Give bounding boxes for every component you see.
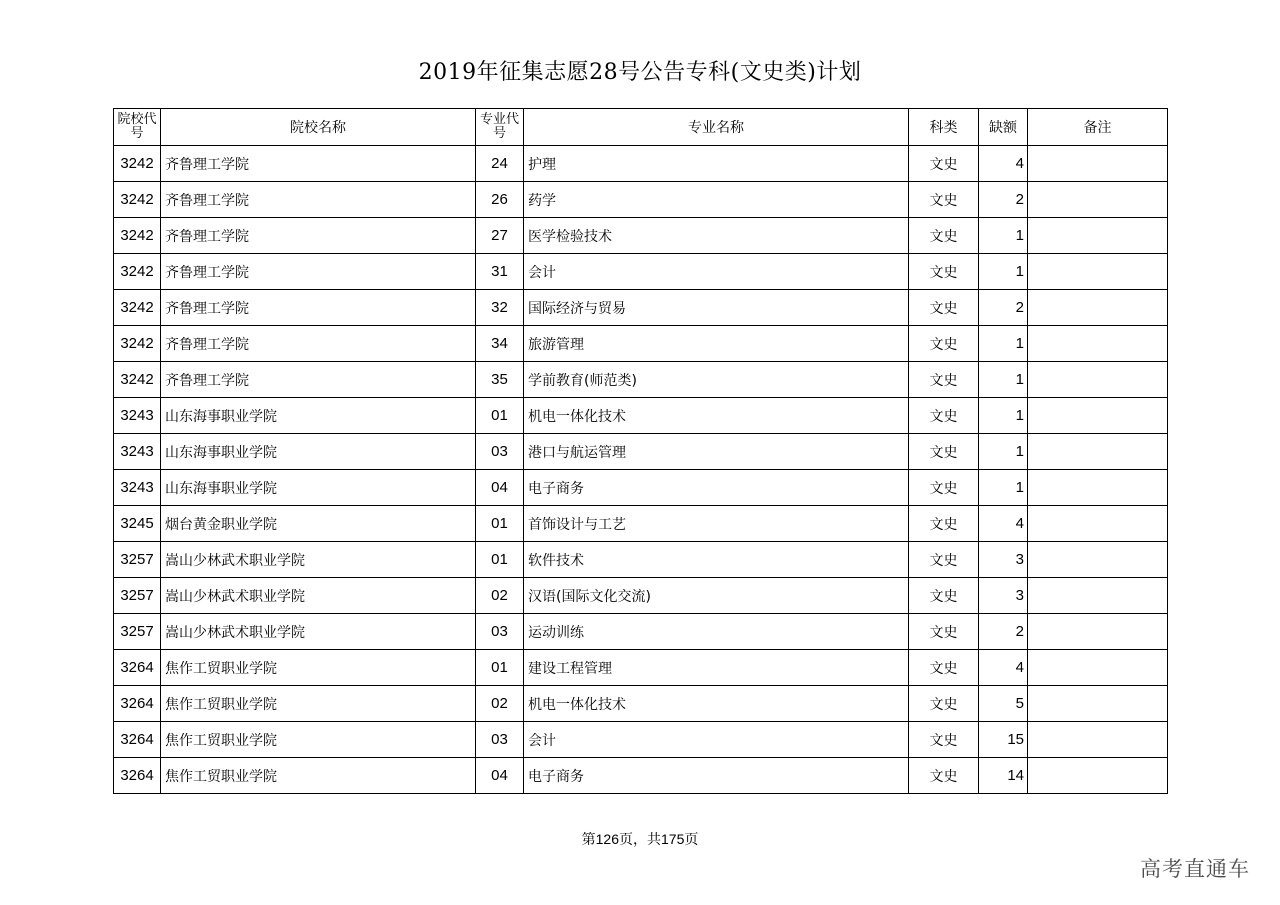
cell-note [1028,470,1168,506]
cell-school-name: 山东海事职业学院 [161,434,476,470]
cell-note [1028,542,1168,578]
cell-major-name: 药学 [524,182,909,218]
cell-note [1028,362,1168,398]
table-row [114,470,1168,506]
cell-school-name: 焦作工贸职业学院 [161,722,476,758]
cell-school-name: 嵩山少林武术职业学院 [161,578,476,614]
cell-school-name: 山东海事职业学院 [161,470,476,506]
table-row [114,722,1168,758]
cell-major-code: 31 [476,254,524,290]
cell-quota: 3 [979,542,1028,578]
cell-major-name: 学前教育(师范类) [524,362,909,398]
cell-major-code: 04 [476,758,524,794]
cell-quota: 1 [979,218,1028,254]
cell-major-code: 03 [476,434,524,470]
table-row [114,614,1168,650]
cell-school-code: 3242 [114,218,161,254]
cell-major-code: 01 [476,506,524,542]
cell-note [1028,578,1168,614]
table-row [114,434,1168,470]
cell-school-code: 3264 [114,758,161,794]
cell-category: 文史 [909,290,979,326]
cell-category: 文史 [909,650,979,686]
cell-school-name: 烟台黄金职业学院 [161,506,476,542]
cell-note [1028,326,1168,362]
cell-school-code: 3243 [114,470,161,506]
cell-category: 文史 [909,758,979,794]
cell-category: 文史 [909,686,979,722]
cell-major-name: 医学检验技术 [524,218,909,254]
cell-major-code: 01 [476,542,524,578]
cell-major-code: 35 [476,362,524,398]
page-footer [0,829,1280,849]
cell-major-code: 01 [476,650,524,686]
cell-major-name: 建设工程管理 [524,650,909,686]
header-school-name: 院校名称 [161,109,476,146]
cell-quota: 2 [979,182,1028,218]
cell-school-code: 3242 [114,254,161,290]
cell-category: 文史 [909,254,979,290]
cell-quota: 4 [979,506,1028,542]
cell-school-code: 3242 [114,326,161,362]
header-note: 备注 [1028,109,1168,146]
cell-note [1028,758,1168,794]
cell-note [1028,254,1168,290]
cell-school-code: 3257 [114,578,161,614]
header-category: 科类 [909,109,979,146]
cell-quota: 2 [979,290,1028,326]
cell-major-name: 会计 [524,254,909,290]
table-row [114,506,1168,542]
cell-school-code: 3242 [114,182,161,218]
cell-note [1028,506,1168,542]
cell-major-code: 34 [476,326,524,362]
cell-major-name: 港口与航运管理 [524,434,909,470]
cell-category: 文史 [909,146,979,182]
cell-note [1028,398,1168,434]
footer-mid: 页，共 [619,832,661,848]
header-school-code: 院校代号 [114,109,161,146]
cell-school-code: 3243 [114,434,161,470]
page-title: 2019年征集志愿28号公告专科(文史类)计划 [418,60,862,85]
cell-major-name: 国际经济与贸易 [524,290,909,326]
header-major-code: 专业代号 [476,109,524,146]
cell-quota: 1 [979,254,1028,290]
cell-major-name: 机电一体化技术 [524,686,909,722]
footer-suffix: 页 [684,832,699,848]
cell-school-name: 齐鲁理工学院 [161,182,476,218]
cell-category: 文史 [909,614,979,650]
cell-school-name: 焦作工贸职业学院 [161,650,476,686]
cell-note [1028,614,1168,650]
cell-major-name: 机电一体化技术 [524,398,909,434]
table-row [114,326,1168,362]
cell-major-code: 04 [476,470,524,506]
cell-major-name: 首饰设计与工艺 [524,506,909,542]
cell-school-code: 3264 [114,650,161,686]
cell-school-name: 山东海事职业学院 [161,398,476,434]
cell-category: 文史 [909,218,979,254]
cell-category: 文史 [909,722,979,758]
cell-category: 文史 [909,506,979,542]
cell-quota: 4 [979,650,1028,686]
table-row [114,578,1168,614]
cell-school-name: 焦作工贸职业学院 [161,686,476,722]
cell-major-code: 01 [476,398,524,434]
cell-category: 文史 [909,434,979,470]
cell-school-code: 3264 [114,722,161,758]
cell-school-name: 齐鲁理工学院 [161,326,476,362]
cell-quota: 1 [979,326,1028,362]
cell-major-code: 02 [476,686,524,722]
cell-quota: 1 [979,362,1028,398]
cell-school-code: 3257 [114,542,161,578]
cell-quota: 14 [979,758,1028,794]
cell-major-name: 护理 [524,146,909,182]
cell-school-code: 3257 [114,614,161,650]
cell-school-name: 齐鲁理工学院 [161,254,476,290]
cell-note [1028,290,1168,326]
cell-major-name: 电子商务 [524,470,909,506]
cell-note [1028,146,1168,182]
cell-school-name: 齐鲁理工学院 [161,218,476,254]
cell-major-name: 电子商务 [524,758,909,794]
cell-major-name: 运动训练 [524,614,909,650]
footer-page-number: 126 [595,831,619,847]
cell-school-code: 3242 [114,290,161,326]
cell-major-code: 02 [476,578,524,614]
cell-quota: 4 [979,146,1028,182]
table-row [114,182,1168,218]
cell-quota: 2 [979,614,1028,650]
table-row [114,146,1168,182]
cell-school-code: 3245 [114,506,161,542]
cell-category: 文史 [909,470,979,506]
cell-note [1028,218,1168,254]
cell-major-name: 旅游管理 [524,326,909,362]
cell-note [1028,434,1168,470]
table-row [114,362,1168,398]
cell-quota: 1 [979,398,1028,434]
cell-school-name: 嵩山少林武术职业学院 [161,542,476,578]
cell-school-code: 3242 [114,362,161,398]
cell-quota: 3 [979,578,1028,614]
cell-category: 文史 [909,326,979,362]
cell-major-code: 27 [476,218,524,254]
table-row [114,290,1168,326]
cell-quota: 15 [979,722,1028,758]
cell-major-code: 32 [476,290,524,326]
cell-category: 文史 [909,578,979,614]
cell-category: 文史 [909,398,979,434]
table-row [114,542,1168,578]
watermark: 高考直通车 [1140,857,1250,881]
cell-note [1028,722,1168,758]
cell-quota: 5 [979,686,1028,722]
cell-school-name: 齐鲁理工学院 [161,146,476,182]
cell-school-name: 齐鲁理工学院 [161,290,476,326]
cell-school-code: 3264 [114,686,161,722]
cell-school-name: 焦作工贸职业学院 [161,758,476,794]
cell-school-code: 3242 [114,146,161,182]
cell-note [1028,686,1168,722]
cell-major-code: 03 [476,614,524,650]
table-row [114,218,1168,254]
cell-category: 文史 [909,362,979,398]
cell-school-code: 3243 [114,398,161,434]
cell-quota: 1 [979,470,1028,506]
cell-note [1028,650,1168,686]
cell-school-name: 嵩山少林武术职业学院 [161,614,476,650]
cell-major-name: 汉语(国际文化交流) [524,578,909,614]
cell-major-name: 会计 [524,722,909,758]
table-header-row [114,109,1168,146]
cell-school-name: 齐鲁理工学院 [161,362,476,398]
cell-category: 文史 [909,542,979,578]
table-row [114,398,1168,434]
cell-major-code: 03 [476,722,524,758]
cell-major-code: 26 [476,182,524,218]
header-major-name: 专业名称 [524,109,909,146]
table-row [114,650,1168,686]
cell-major-code: 24 [476,146,524,182]
header-quota: 缺额 [979,109,1028,146]
cell-category: 文史 [909,182,979,218]
table-row [114,686,1168,722]
table-row [114,254,1168,290]
cell-major-name: 软件技术 [524,542,909,578]
cell-note [1028,182,1168,218]
footer-total-pages: 175 [661,831,685,847]
table-row [114,758,1168,794]
enrollment-plan-table [113,108,1168,794]
cell-quota: 1 [979,434,1028,470]
footer-prefix: 第 [581,832,596,848]
